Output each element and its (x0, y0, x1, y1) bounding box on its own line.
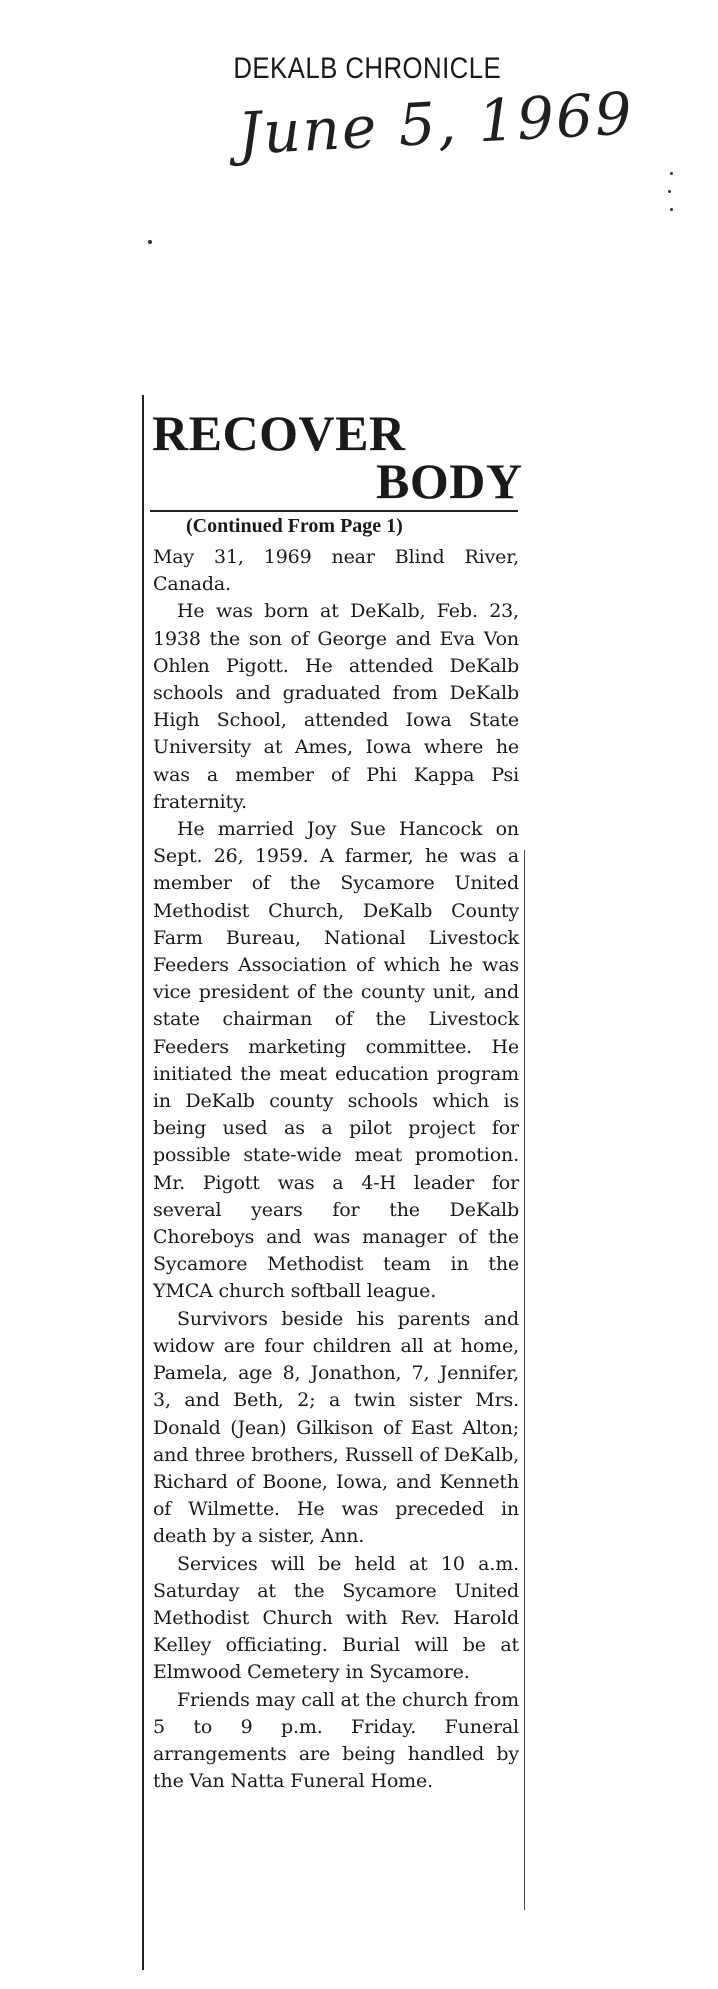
article-paragraph: May 31, 1969 near Blind River, Canada. (153, 546, 519, 596)
headline-line-2: BODY (376, 453, 523, 509)
continued-note: (Continued From Page 1) (186, 515, 403, 537)
headline-rule (150, 510, 518, 512)
column-rule-left (142, 395, 144, 1970)
article-paragraph: Survivors beside his parents and widow are four children all at home, Pamela, age 8, Jonathon, 7, Jennifer, 3, and Beth, 2; a twin sister Mrs. Donald (Jean) Gilkison of East Alton; and three brothers, Russell of DeKalb, Richard of Boone, Iowa, and Kenneth of Wilmette. He was preceded in death by a sister, Ann. (153, 1307, 519, 1548)
column-rule-right (524, 850, 525, 1910)
speck-mark (668, 190, 671, 193)
handwritten-date: June 5, 1969 (236, 79, 636, 168)
article-paragraph: Friends may call at the church from 5 to 9 p.m. Friday. Funeral arrangements are being handled by the Van Natta Funeral Home. (153, 1688, 519, 1793)
speck-mark (148, 240, 152, 244)
article-paragraph: He married Joy Sue Hancock on Sept. 26, 1959. A farmer, he was a member of the Sycamore United Methodist Church, DeKalb County Farm Bureau, National Livestock Feeders Association of which he was vice president of the county unit, and state chairman of the Livestock Feeders marketing committee. He initiated the meat education program in DeKalb county schools which is being used as a pilot project for possible state-wide meat promotion. Mr. Pigott was a 4-H leader for several years for the DeKalb Choreboys and was manager of the Sycamore Methodist team in the YMCA church softball league. (153, 818, 519, 1303)
article-paragraph: Services will be held at 10 a.m. Saturday at the Sycamore United Methodist Church with Rev. Harold Kelley officiating. Burial will be at Elmwood Cemetery in Sycamore. (153, 1552, 519, 1684)
speck-mark (670, 172, 673, 175)
newspaper-masthead: DEKALB CHRONICLE (233, 52, 502, 85)
speck-mark (670, 208, 673, 211)
article-body (153, 544, 519, 1795)
article-paragraph: He was born at DeKalb, Feb. 23, 1938 the son of George and Eva Von Ohlen Pigott. He attended DeKalb schools and graduated from DeKalb High School, attended Iowa State University at Ames, Iowa where he was a member of Phi Kappa Psi fraternity. (153, 600, 519, 813)
headline-line-1: RECOVER (152, 405, 406, 461)
